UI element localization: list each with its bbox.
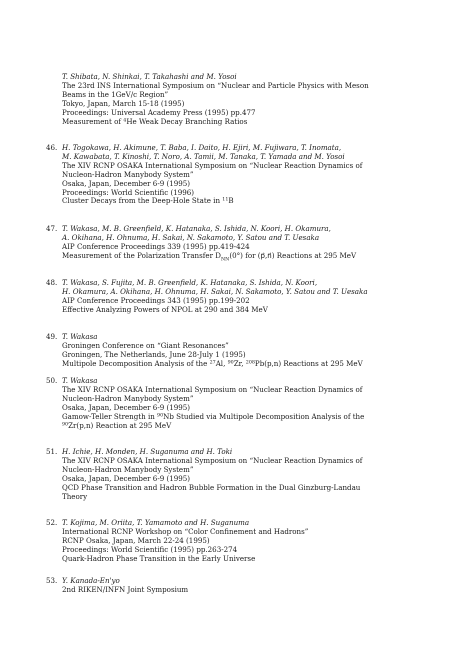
reference-entry bbox=[46, 278, 462, 315]
entry-line: The XIV RCNP OSAKA International Symposium on “Nuclear Reaction Dynamics of bbox=[62, 160, 363, 170]
entry-line: The 23rd INS International Symposium on “Nuclear and Particle Physics with Meson bbox=[62, 80, 369, 90]
entry-title: Multipole Decomposition Analysis of the $^{27}$Al, $^{90}$Zr, $^{208}$Pb(p,n) Reactions at 295 MeV bbox=[62, 358, 363, 368]
entry-number: 49. bbox=[46, 332, 58, 341]
entry-number: 53. bbox=[46, 576, 58, 585]
entry-title: Quark-Hadron Phase Transition in the Early Universe bbox=[62, 553, 256, 563]
reference-entry bbox=[46, 224, 462, 265]
entry-number: 48. bbox=[46, 278, 58, 287]
entry-line: Groningen, The Netherlands, June 28-July 1 (1995) bbox=[62, 349, 246, 359]
reference-entry bbox=[46, 518, 462, 564]
entry-authors: Y. Kanada-En'yo bbox=[62, 576, 120, 585]
entry-title: QCD Phase Transition and Hadron Bubble Formation in the Dual Ginzburg-Landau bbox=[62, 482, 361, 492]
entry-line: Osaka, Japan, December 6-9 (1995) bbox=[62, 178, 191, 188]
entry-authors: T. Shibata, N. Shinkai, T. Takahashi and M. Yosoi bbox=[62, 72, 237, 81]
entry-line: Nucleon-Hadron Manybody System” bbox=[62, 393, 194, 403]
entry-authors: T. Wakasa, S. Fujita, M. B. Greenfield, K. Hatanaka, S. Ishida, N. Koori, bbox=[62, 278, 318, 287]
entry-authors: T. Kojima, M. Oriita, T. Yamamoto and H. Suganuma bbox=[62, 518, 250, 527]
entry-line: AIP Conference Proceedings 339 (1995) pp.419-424 bbox=[62, 241, 250, 251]
entry-title: Cluster Decays from the Deep-Hole State in $^{11}$B bbox=[62, 196, 234, 206]
entry-line: Proceedings: World Scientific (1995) pp.263-274 bbox=[62, 544, 238, 554]
reference-entry bbox=[46, 447, 462, 501]
entry-line: AIP Conference Proceedings 343 (1995) pp.199-202 bbox=[62, 295, 250, 305]
entry-line: The XIV RCNP OSAKA International Symposium on “Nuclear Reaction Dynamics of bbox=[62, 455, 363, 465]
entry-number: 52. bbox=[46, 518, 58, 527]
entry-line: Tokyo, Japan, March 15-18 (1995) bbox=[62, 98, 185, 108]
reference-entry bbox=[46, 332, 462, 369]
entry-authors: H. Ichie, H. Monden, H. Suganuma and H. Toki bbox=[62, 447, 233, 456]
entry-line: The XIV RCNP OSAKA International Symposium on “Nuclear Reaction Dynamics of bbox=[62, 384, 363, 394]
entry-authors: H. Okamura, A. Okihana, H. Ohnuma, H. Sakai, N. Sakamoto, Y. Satou and T. Uesaka bbox=[62, 286, 368, 296]
entry-number: 51. bbox=[46, 447, 58, 456]
reference-entry bbox=[46, 376, 462, 430]
reference-entry bbox=[62, 73, 462, 126]
entry-number: 50. bbox=[46, 376, 58, 385]
entry-number: 47. bbox=[46, 224, 58, 233]
entry-line: Beams in the 1GeV/c Region” bbox=[62, 89, 169, 99]
entry-title: Effective Analyzing Powers of NPOL at 290 and 384 MeV bbox=[62, 304, 268, 314]
entry-line: Nucleon-Hadron Manybody System” bbox=[62, 169, 194, 179]
entry-authors: T. Wakasa bbox=[62, 332, 98, 341]
entry-authors: H. Togokawa, H. Akimune, T. Baba, I. Daito, H. Ejiri, M. Fujiwara, T. Inomata, bbox=[62, 143, 342, 152]
entry-authors: A. Okihana, H. Ohnuma, H. Sakai, N. Sakamoto, Y. Satou and T. Uesaka bbox=[62, 232, 320, 242]
entry-line: Osaka, Japan, December 6-9 (1995) bbox=[62, 402, 191, 412]
entry-title: Measurement of the Polarization Transfer $D_{NN}(0^\circ)$ for (p⃗,n⃗) Reactions at 295 MeV bbox=[62, 250, 357, 263]
entry-authors: T. Wakasa, M. B. Greenfield, K. Hatanaka, S. Ishida, N. Koori, H. Okamura, bbox=[62, 224, 331, 233]
reference-entry bbox=[46, 143, 462, 206]
entry-authors: M. Kawabata, T. Kinoshi, T. Noro, A. Tamii, M. Tanaka, T. Yamada and M. Yosoi bbox=[62, 151, 345, 161]
entry-title: Measurement of $^4$He Weak Decay Branching Ratios bbox=[62, 116, 248, 126]
entry-line: Osaka, Japan, December 6-9 (1995) bbox=[62, 473, 191, 483]
reference-entry bbox=[46, 576, 462, 595]
entry-authors: T. Wakasa bbox=[62, 376, 98, 385]
entry-title: Gamow-Teller Strength in $^{90}$Nb Studied via Multipole Decomposition Analysis of the bbox=[62, 411, 365, 421]
entry-line: International RCNP Workshop on “Color Confinement and Hadrons” bbox=[62, 526, 309, 536]
entry-line: 2nd RIKEN/INFN Joint Symposium bbox=[62, 584, 189, 594]
entry-line: Nucleon-Hadron Manybody System” bbox=[62, 464, 194, 474]
entry-line: RCNP Osaka, Japan, March 22-24 (1995) bbox=[62, 535, 210, 545]
entry-title: $^{90}$Zr(p,n) Reaction at 295 MeV bbox=[62, 420, 172, 430]
entry-title: Theory bbox=[62, 491, 88, 501]
entry-line: Proceedings: Universal Academy Press (1995) pp.477 bbox=[62, 107, 256, 117]
entry-line: Proceedings: World Scientific (1996) bbox=[62, 187, 195, 197]
entry-line: Groningen Conference on “Giant Resonances” bbox=[62, 340, 229, 350]
entry-number: 46. bbox=[46, 143, 58, 152]
